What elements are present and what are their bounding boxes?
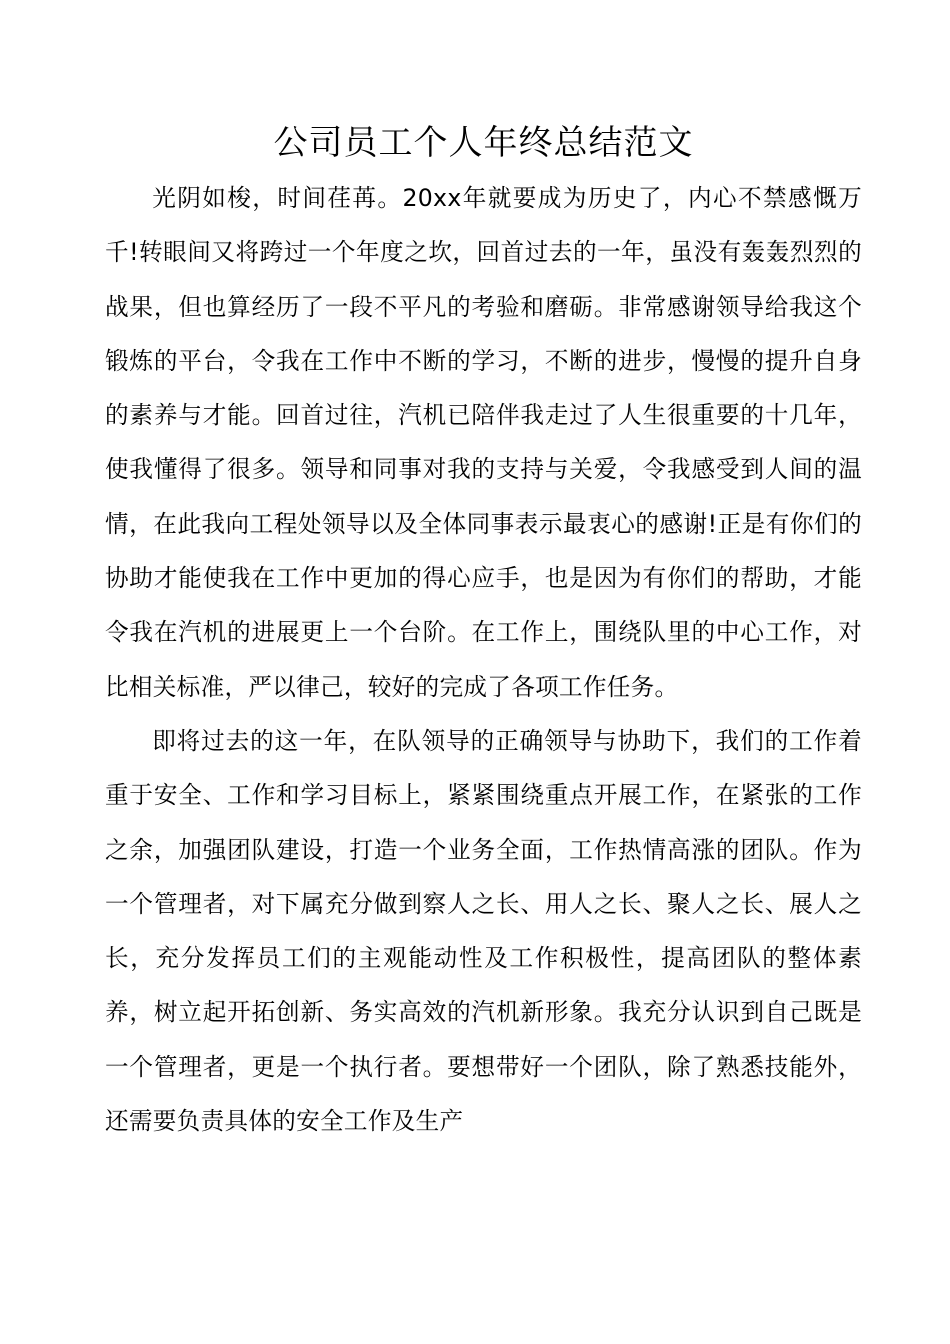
document-title: 公司员工个人年终总结范文 — [273, 123, 694, 163]
document-page — [105, 115, 862, 1148]
paragraph-1: 光阴如梭，时间荏苒。20xx年就要成为历史了，内心不禁感慨万千!转眼间又将跨过一个年度之坎，回首过去的一年，虽没有轰轰烈烈的战果，但也算经历了一段不平凡的考验和磨砺。非常感谢领导给我这个锻炼的平台，令我在工作中不断的学习，不断的进步，慢慢的提升自身的素养与才能。回首过往，汽机已陪伴我走过了人生很重要的十几年，使我懂得了很多。领导和同事对我的支持与关爱，令我感受到人间的温情，在此我向工程处领导以及全体同事表示最衷心的感谢!正是有你们的协助才能使我在工作中更加的得心应手，也是因为有你们的帮助，才能令我在汽机的进展更上一个台阶。在工作上，围绕队里的中心工作，对比相关标准，严以律己，较好的完成了各项工作任务。 — [105, 184, 862, 701]
paragraph-2: 即将过去的这一年，在队领导的正确领导与协助下，我们的工作着重于安全、工作和学习目标上，紧紧围绕重点开展工作，在紧张的工作之余，加强团队建设，打造一个业务全面，工作热情高涨的团队。作为一个管理者，对下属充分做到察人之长、用人之长、聚人之长、展人之长，充分发挥员工们的主观能动性及工作积极性，提高团队的整体素养，树立起开拓创新、务实高效的汽机新形象。我充分认识到自己既是一个管理者，更是一个执行者。要想带好一个团队，除了熟悉技能外，还需要负责具体的安全工作及生产 — [105, 726, 862, 1136]
